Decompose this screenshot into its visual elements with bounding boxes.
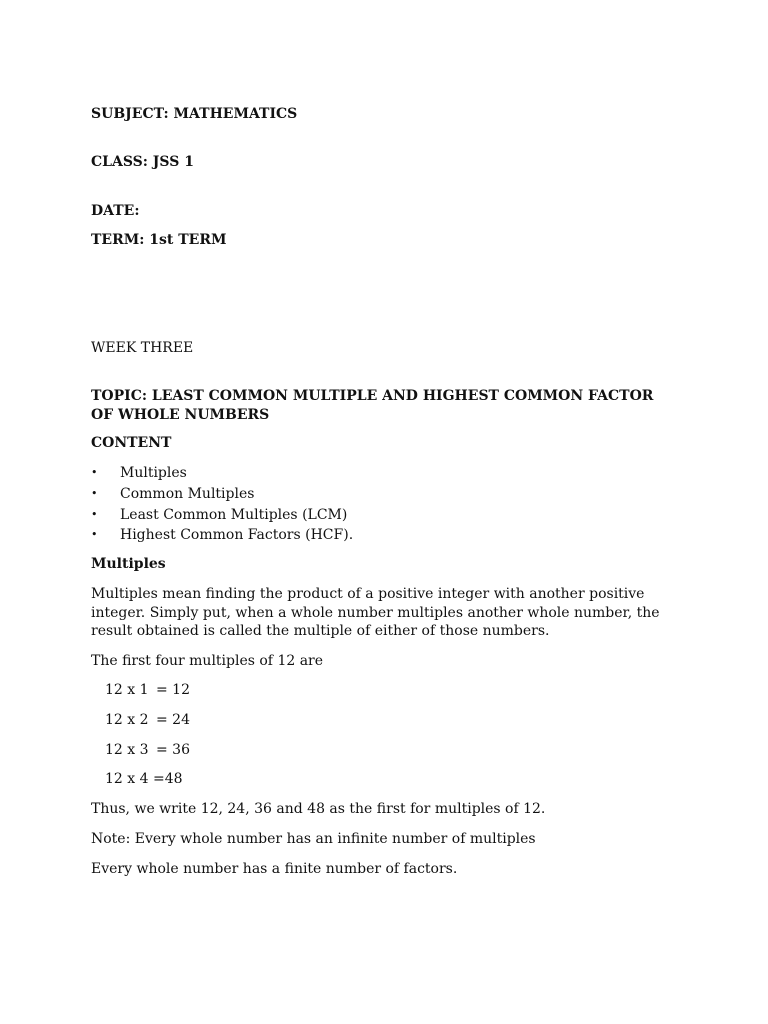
class-line: CLASS: JSS 1: [91, 154, 194, 170]
calculation-expression: 12 x 4 =48: [105, 771, 183, 787]
term-line: TERM: 1st TERM: [91, 232, 227, 248]
multiples-heading: Multiples: [91, 556, 166, 572]
bullet-icon: •: [91, 528, 98, 541]
multiples-intro: The first four multiples of 12 are: [91, 653, 324, 669]
topic-heading: TOPIC: LEAST COMMON MULTIPLE AND HIGHEST COMMON FACTOR OF WHOLE NUMBERS: [91, 388, 654, 423]
factors-note: Every whole number has a finite number of factors.: [91, 861, 458, 877]
bullet-icon: •: [91, 466, 98, 479]
list-item-label: Least Common Multiples (LCM): [120, 507, 348, 523]
calculation-result: = 36: [156, 742, 190, 758]
multiples-note: Note: Every whole number has an infinite number of multiples: [91, 831, 536, 847]
content-heading: CONTENT: [91, 435, 172, 451]
calculation-row: [105, 681, 190, 699]
calculation-result: = 24: [156, 712, 190, 728]
multiples-definition: Multiples mean finding the product of a positive integer with another positive integer. Simply put, when a whole number multiples another whole number, the result obtained is called the multiple of either of those numbers.: [91, 586, 660, 639]
calculation-row: [105, 741, 190, 759]
calculation-expression: 12 x 2: [105, 712, 149, 728]
list-item-label: Highest Common Factors (HCF).: [120, 527, 354, 543]
list-item-label: Multiples: [120, 465, 187, 481]
bullet-icon: •: [91, 487, 98, 500]
calculation-row: [105, 711, 190, 729]
date-line: DATE:: [91, 203, 140, 219]
calculation-expression: 12 x 3: [105, 742, 149, 758]
calculation-expression: 12 x 1: [105, 682, 149, 698]
week-label: WEEK THREE: [91, 340, 194, 356]
list-item-label: Common Multiples: [120, 486, 255, 502]
subject-line: SUBJECT: MATHEMATICS: [91, 106, 298, 122]
multiples-conclusion: Thus, we write 12, 24, 36 and 48 as the first for multiples of 12.: [91, 801, 546, 817]
bullet-icon: •: [91, 508, 98, 521]
calculation-result: = 12: [156, 682, 190, 698]
calculation-row: [105, 770, 183, 788]
